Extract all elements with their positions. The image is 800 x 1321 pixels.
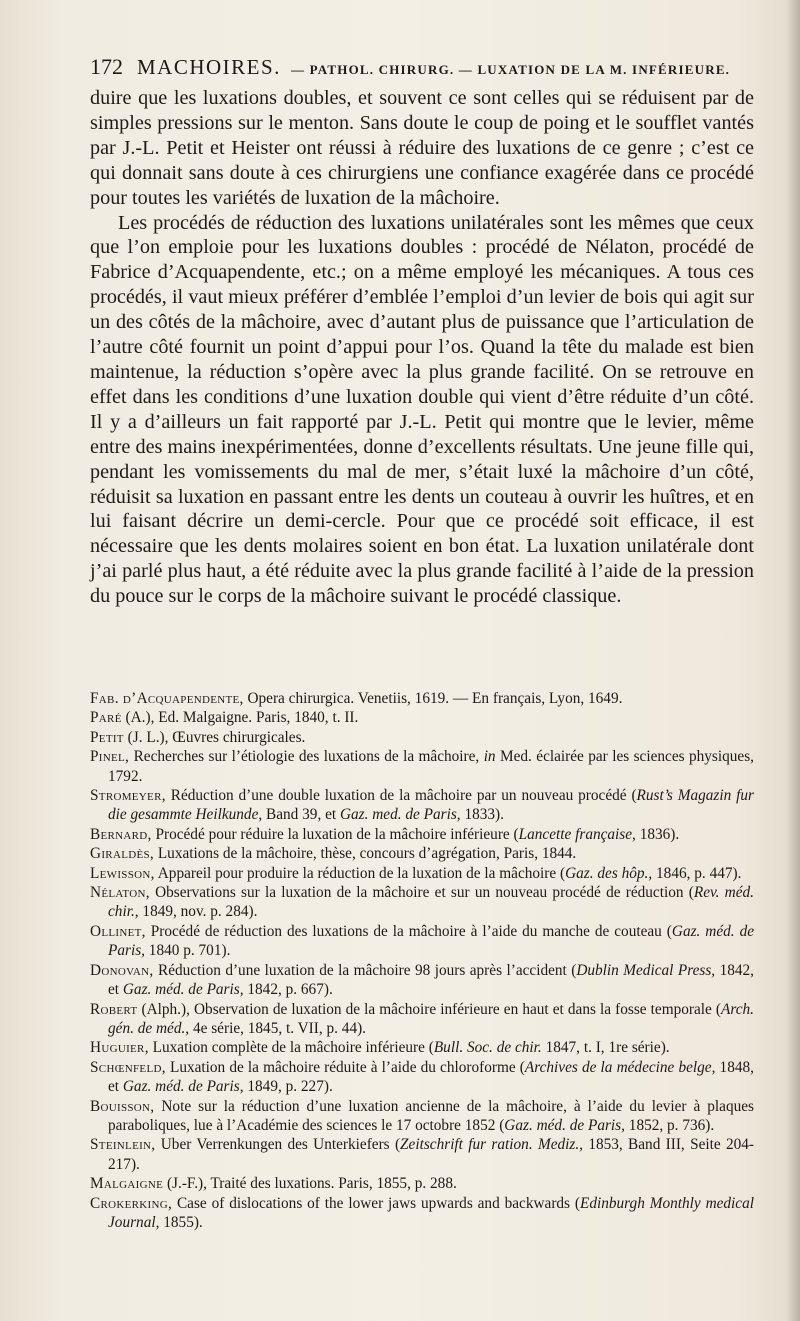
reference-text: Appareil pour produire la réduction de la luxation de la mâchoire ( bbox=[154, 864, 566, 882]
reference-text: Uber Verrenkungen des Unterkiefers ( bbox=[155, 1136, 401, 1154]
reference-author: Stromeyer, bbox=[90, 787, 166, 805]
bibliography bbox=[90, 689, 754, 1232]
reference-entry bbox=[90, 864, 754, 883]
reference-author: Bernard, bbox=[90, 825, 152, 843]
reference-entry bbox=[90, 708, 754, 727]
reference-author: Malgaigne bbox=[90, 1175, 164, 1193]
reference-text: 1848, et bbox=[108, 1058, 754, 1096]
page-gutter-shadow bbox=[786, 0, 800, 1321]
reference-author: Huguier, bbox=[90, 1039, 149, 1057]
reference-author: Crokerking, bbox=[90, 1194, 173, 1212]
reference-text: 1842, p. 667). bbox=[243, 981, 333, 999]
reference-author: Giraldès, bbox=[90, 845, 155, 863]
reference-text: Luxations de la mâchoire, thèse, concours d’agrégation, Paris, 1844. bbox=[154, 845, 577, 863]
reference-text: Med. éclairée par les sciences physiques, 1792. bbox=[108, 748, 754, 785]
paragraph: Les procédés de réduction des luxations unilatérales sont les mêmes que ceux que l’on emploie pour les luxations doubles : procédé de Nélaton, procédé de Fabrice d’Acquapendente, etc.; on a même employé les mécaniques. A tous ces procédés, il vaut mieux préférer d’emblée l’emploi d’un levier de bois qui agit sur un des côtés de la mâchoire, avec d’autant plus de puissance que l’articulation de l’autre côté fournit un point d’appui pour l’os. Quand la tête du malade est bien maintenue, la réduction s’opère avec la plus grande facilité. On se retrouve en effet dans les conditions d’une luxation double qui vient d’être réduite d’un côté. Il y a d’ailleurs un fait rapporté par J.-L. Petit qui montre que le levier, même entre des mains inexpérimentées, donne d’excellents résultats. Une jeune fille qui, pendant les vomissements du mal de mer, s’était luxé la mâchoire d’un côté, réduisit sa luxation en passant entre les dents un couteau à ouvrir les huîtres, et en lui faisant décrire un demi-cercle. Pour que ce procédé soit efficace, il est nécessaire que les dents molaires soient en bon état. La luxation unilatérale dont j’ai parlé plus haut, a été réduite avec la plus grande facilité à l’aide de la pression du pouce sur le corps de la mâchoire suivant le procédé classique. bbox=[90, 211, 754, 608]
reference-title: Gaz. méd. de Paris, bbox=[122, 1078, 244, 1096]
page-number: 172 bbox=[90, 54, 123, 79]
reference-entry bbox=[90, 1135, 754, 1174]
reference-title: in bbox=[483, 748, 496, 766]
reference-entry bbox=[90, 961, 754, 1000]
reference-text: Luxation de la mâchoire réduite à l’aide du chloroforme ( bbox=[165, 1058, 525, 1076]
running-title: MACHOIRES. bbox=[137, 55, 281, 79]
reference-title: Gaz. méd. de Paris, bbox=[122, 981, 244, 999]
reference-text: Réduction d’une double luxation de la mâchoire par un nouveau procédé ( bbox=[165, 787, 637, 805]
reference-entry bbox=[90, 786, 754, 825]
reference-author: Ollinet, bbox=[90, 922, 146, 940]
reference-entry bbox=[90, 1038, 754, 1057]
reference-text: 1840 p. 701). bbox=[144, 942, 231, 960]
reference-author: Schœnfeld, bbox=[90, 1058, 166, 1076]
reference-text: Réduction d’une luxation de la mâchoire 98 jours après l’accident ( bbox=[153, 961, 577, 979]
reference-entry bbox=[90, 1097, 754, 1136]
paragraph-continued: duire que les luxations doubles, et souvent ce sont celles qui se réduisent par de simples pressions sur le menton. Sans doute le coup de poing et le soufflet vantés par J.-L. Petit et Heister ont réussi à réduire des luxations de ce genre ; c’est ce qui donnait sans doute à ces chirurgiens une confiance exagérée dans ce procédé pour toutes les variétés de luxation de la mâchoire. bbox=[90, 87, 754, 209]
reference-text: Band 39, et bbox=[262, 806, 340, 824]
reference-text: Luxation complète de la mâchoire inférieure ( bbox=[148, 1039, 434, 1057]
main-text bbox=[90, 86, 754, 609]
reference-text: Recherches sur l’étiologie des luxations de la mâchoire, bbox=[129, 748, 484, 766]
reference-title: Lancette française, bbox=[518, 825, 636, 843]
reference-text: 4e série, 1845, t. VII, p. 44). bbox=[189, 1019, 367, 1037]
reference-title: Dublin Medical Press, bbox=[576, 961, 716, 979]
running-header bbox=[90, 54, 740, 80]
reference-entry bbox=[90, 922, 754, 961]
reference-text: 1833). bbox=[460, 806, 504, 824]
reference-author: Steinlein, bbox=[90, 1136, 156, 1154]
reference-title: Gaz. méd. de Paris, bbox=[504, 1116, 625, 1134]
reference-title: Archives de la médecine belge, bbox=[524, 1058, 716, 1076]
reference-entry bbox=[90, 1194, 754, 1233]
reference-text: 1846, p. 447). bbox=[652, 864, 742, 882]
reference-text: (Alph.), Observation de luxation de la mâchoire inférieure en haut et dans la fosse temporale ( bbox=[137, 1000, 721, 1018]
reference-entry bbox=[90, 689, 754, 708]
reference-text: Case of dislocations of the lower jaws upwards and backwards ( bbox=[172, 1194, 580, 1212]
reference-author: Lewisson, bbox=[90, 864, 155, 882]
reference-author: Fab. d’Acquapendente, bbox=[90, 690, 244, 707]
reference-title: Bull. Soc. de chir. bbox=[433, 1039, 542, 1057]
reference-text: Opera chirurgica. Venetiis, 1619. — En français, Lyon, 1649. bbox=[243, 690, 623, 707]
reference-title: Rev. méd. chir., bbox=[108, 884, 754, 921]
reference-title: Gaz. méd. de Paris, bbox=[108, 922, 755, 960]
reference-entry bbox=[90, 844, 754, 863]
reference-text: 1852, p. 736). bbox=[624, 1116, 715, 1134]
reference-text: 1849, p. 227). bbox=[243, 1078, 333, 1096]
reference-entry bbox=[90, 825, 754, 844]
reference-text: (J. L.), Œuvres chirurgicales. bbox=[123, 728, 306, 746]
reference-author: Bouisson, bbox=[90, 1097, 155, 1115]
reference-entry bbox=[90, 747, 754, 786]
reference-title: Gaz. med. de Paris, bbox=[339, 806, 461, 824]
reference-text: Procédé de réduction des luxations de la mâchoire à l’aide du manche de couteau ( bbox=[145, 922, 672, 940]
reference-text: Procédé pour réduire la luxation de la mâchoire inférieure ( bbox=[151, 825, 519, 843]
reference-author: Donovan, bbox=[90, 961, 154, 979]
reference-title: Edinburgh Monthly medical Journal, bbox=[108, 1194, 754, 1231]
reference-text: 1842, et bbox=[108, 961, 754, 999]
reference-author: Pinel, bbox=[90, 748, 130, 766]
reference-entry bbox=[90, 1000, 754, 1039]
reference-author: Nélaton, bbox=[90, 884, 150, 902]
reference-title: Arch. gén. de méd., bbox=[108, 1000, 754, 1037]
reference-author: Robert bbox=[90, 1000, 138, 1018]
reference-entry bbox=[90, 728, 754, 747]
reference-text: 1847, t. I, 1re série). bbox=[541, 1039, 670, 1057]
reference-author: Paré bbox=[90, 709, 122, 727]
reference-text: 1849, nov. p. 284). bbox=[138, 903, 258, 921]
reference-text: 1853, Band III, Seite 204-217). bbox=[108, 1136, 755, 1173]
reference-title: Rust’s Magazin fur die gesammte Heilkunde, bbox=[108, 787, 754, 824]
reference-text: (A.), Ed. Malgaigne. Paris, 1840, t. II. bbox=[121, 709, 359, 727]
reference-text: Observations sur la luxation de la mâchoire et sur un nouveau procédé de réduction ( bbox=[149, 884, 694, 902]
running-subtitle: — PATHOL. CHIRURG. — LUXATION DE LA M. INFÉRIEURE. bbox=[290, 62, 731, 77]
reference-entry bbox=[90, 1174, 754, 1193]
reference-title: Zeitschrift fur ration. Mediz., bbox=[400, 1136, 583, 1154]
reference-entry bbox=[90, 883, 754, 922]
reference-author: Petit bbox=[90, 728, 124, 746]
reference-title: Gaz. des hôp., bbox=[565, 864, 653, 882]
reference-entry bbox=[90, 1058, 754, 1097]
reference-text: 1836). bbox=[635, 825, 680, 843]
reference-text: (J.-F.), Traité des luxations. Paris, 1855, p. 288. bbox=[163, 1175, 457, 1193]
reference-text: Note sur la réduction d’une luxation ancienne de la mâchoire, à l’aide du levier à plaques paraboliques, lue à l’Académie des sciences le 17 octobre 1852 ( bbox=[108, 1097, 754, 1134]
reference-text: 1855). bbox=[159, 1213, 203, 1231]
